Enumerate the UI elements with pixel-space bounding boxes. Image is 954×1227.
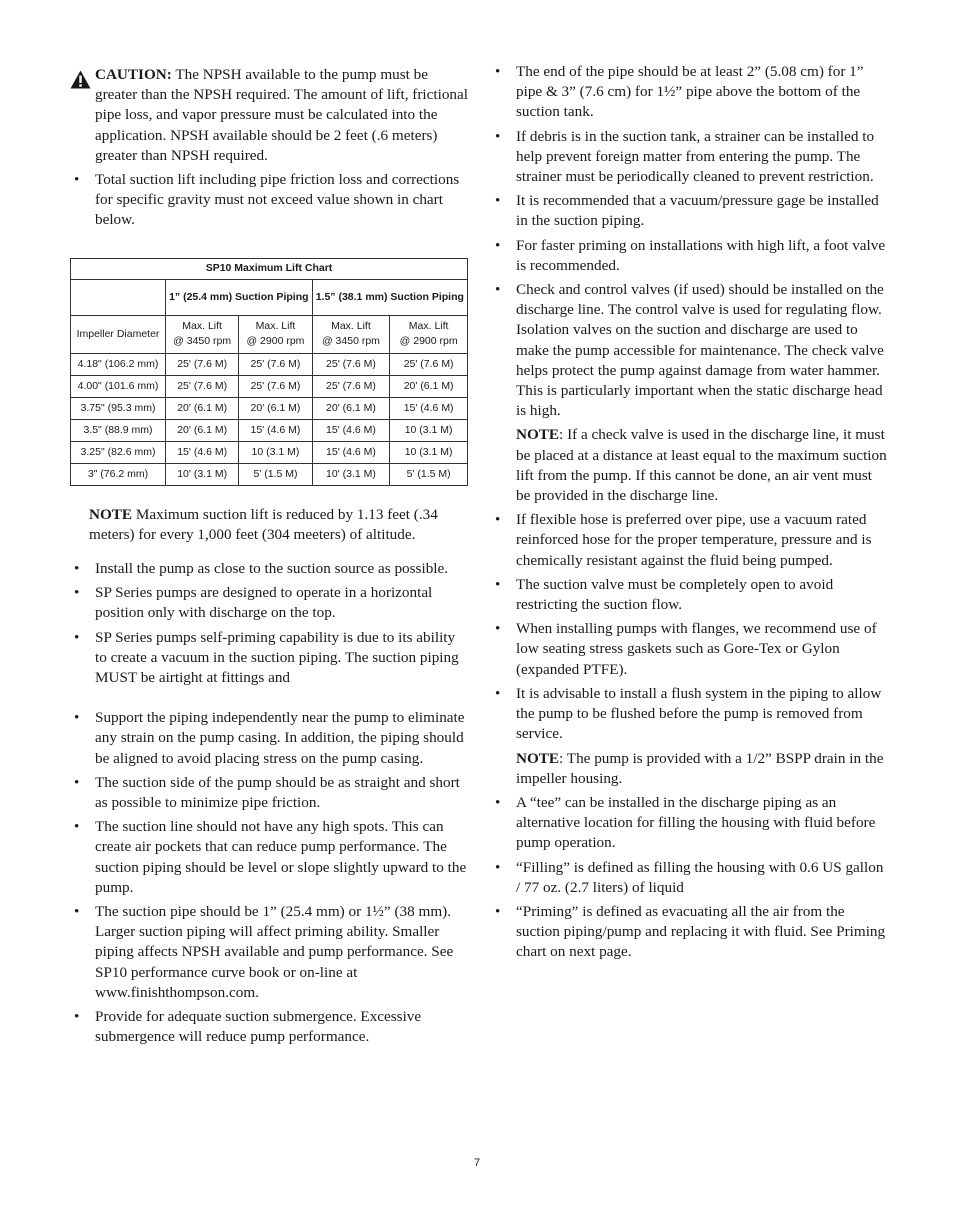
caution-paragraph [70, 65, 468, 166]
list-item: • SP Series pumps self-priming capability is due to its ability to create a vacuum in the suction piping. The suction piping MUST be airtight at fittings and [74, 628, 459, 687]
table-row: 4.18" (106.2 mm) 25' (7.6 M) 25' (7.6 M) 25' (7.6 M) 25' (7.6 M) [71, 353, 468, 375]
group-header-1in: 1” (25.4 mm) Suction Piping [166, 279, 313, 315]
list-item: • Total suction lift including pipe friction loss and corrections for specific gravity must not exceed value shown in chart below. [74, 171, 460, 229]
table-row: 3.5" (88.9 mm) 20' (6.1 M) 15' (4.6 M) 15' (4.6 M) 10 (3.1 M) [71, 419, 468, 441]
bullet-list-mid [70, 559, 468, 688]
list-item: • The suction valve must be completely open to avoid restricting the suction flow. [495, 575, 834, 614]
lift-chart-title: SP10 Maximum Lift Chart [71, 258, 468, 279]
list-item: • If debris is in the suction tank, a strainer can be installed to help prevent foreign matter from entering the pump. The strainer must be periodically cleaned to prevent restriction. [495, 127, 875, 186]
column-header: Max. Lift @ 3450 rpm [312, 315, 390, 353]
list-item: • The suction pipe should be 1” (25.4 mm) or 1½” (38 mm). Larger suction piping will affect priming ability. Smaller piping affects NPSH available and pump performance. See SP10 performance curve book or on-line at www.finishthompson.com. [74, 903, 454, 1001]
list-item: • SP Series pumps are designed to operate in a horizontal position only with discharge on the top. [74, 584, 433, 622]
altitude-note: NOTE Maximum suction lift is reduced by 1.13 feet (.34 meters) for every 1,000 feet (304 meeters) of altitude. [89, 505, 438, 543]
left-column [70, 62, 468, 1052]
list-item: • The suction side of the pump should be as straight and short as possible to minimize pipe friction. [74, 773, 460, 812]
caution-label: CAUTION: [95, 66, 172, 83]
row-header-impeller-diameter: Impeller Diameter [71, 315, 166, 353]
list-item: • It is recommended that a vacuum/pressure gage be installed in the suction piping. [495, 192, 879, 230]
list-item: • The suction line should not have any high spots. This can create air pockets that can reduce pump performance. The suction piping should be level or slope slightly upward to the pump. [74, 818, 467, 896]
list-item-flush: • It is advisable to install a flush system in the piping to allow the pump to be flushed before the pump is removed from service. NOTE: The pump is provided with a 1/2” BSPP drain in the impeller housing. [491, 684, 887, 789]
list-item: • “Filling” is defined as filling the housing with 0.6 US gallon / 77 oz. (2.7 liters) of liquid [495, 858, 884, 896]
list-item: • “Priming” is defined as evacuating all the air from the suction piping/pump and replacing it with fluid. See Priming chart on next page. [495, 902, 886, 961]
list-item-valves: • Check and control valves (if used) should be installed on the discharge line. The control valve is used for regulating flow. Isolation valves on the suction and discharge are used to make the pump accessible for maintenance. The check valve helps protect the pump against damage from water hammer. This is particularly important when the static discharge head is high. NOTE: If a check valve is used in the discharge line, it must be placed at a distance at least equal to the maximum suction lift from the pump. If this cannot be done, an air vent must be provided in the discharge line. [491, 280, 887, 506]
group-header-1-5in: 1.5” (38.1 mm) Suction Piping [312, 279, 467, 315]
table-row: 3.25" (82.6 mm) 15' (4.6 M) 10 (3.1 M) 15' (4.6 M) 10 (3.1 M) [71, 441, 468, 463]
list-item: • The end of the pipe should be at least 2” (5.08 cm) for 1” pipe & 3” (7.6 cm) for 1½” pipe above the bottom of the suction tank. [495, 63, 864, 121]
right-column [491, 62, 887, 967]
table-row: 3" (76.2 mm) 10' (3.1 M) 5' (1.5 M) 10' (3.1 M) 5' (1.5 M) [71, 463, 468, 485]
table-row: 4.00" (101.6 mm) 25' (7.6 M) 25' (7.6 M) 25' (7.6 M) 20' (6.1 M) [71, 375, 468, 397]
list-item: • For faster priming on installations with high lift, a foot valve is recommended. [495, 236, 886, 274]
list-item: • Provide for adequate suction submergence. Excessive submergence will reduce pump performance. [74, 1008, 422, 1046]
bullet-list-right [491, 62, 887, 963]
check-valve-note: NOTE: If a check valve is used in the discharge line, it must be placed at a distance at least equal to the maximum suction lift from the pump. If this cannot be done, an air vent must be provided in the discharge line. [516, 426, 887, 505]
warning-triangle-icon [70, 70, 91, 89]
column-header: Max. Lift @ 3450 rpm [166, 315, 239, 353]
table-row: 3.75" (95.3 mm) 20' (6.1 M) 20' (6.1 M) 20' (6.1 M) 15' (4.6 M) [71, 397, 468, 419]
list-item: • Support the piping independently near the pump to eliminate any strain on the pump casing. In addition, the piping should be aligned to avoid placing stress on the pump casing. [74, 709, 465, 767]
page-number: 7 [473, 1157, 481, 1169]
lift-chart-table [70, 258, 468, 486]
list-item: • If flexible hose is preferred over pipe, use a vacuum rated reinforced hose for the proper temperature, pressure and is chemically resistant against the fluid being pumped. [495, 511, 872, 569]
list-item: • A “tee” can be installed in the discharge piping as an alternative location for filling the housing with fluid before pump operation. [495, 793, 876, 852]
list-item: • When installing pumps with flanges, we recommend use of low seating stress gaskets such as Gore-Tex or Gylon (expanded PTFE). [495, 620, 877, 678]
caution-text: The NPSH available to the pump must be greater than the NPSH required. The amount of lift, frictional pipe loss, and vapor pressure must be calculated into the application. NPSH available should be 2 feet (.6 meters) greater than NPSH required. [95, 66, 468, 164]
column-header: Max. Lift @ 2900 rpm [239, 315, 312, 353]
list-item: • Install the pump as close to the suction source as possible. [74, 560, 449, 578]
bullet-list-bottom [70, 708, 468, 1047]
drain-note: NOTE: The pump is provided with a 1/2” BSPP drain in the impeller housing. [516, 749, 884, 787]
bullet-list-top [70, 170, 468, 231]
note-label: NOTE [89, 505, 133, 523]
column-header: Max. Lift @ 2900 rpm [390, 315, 468, 353]
